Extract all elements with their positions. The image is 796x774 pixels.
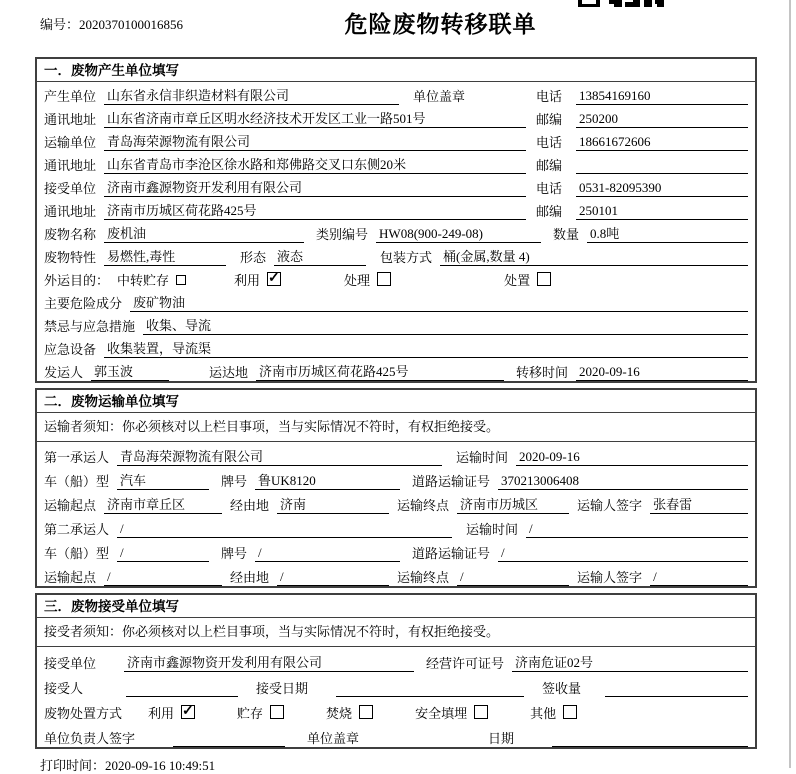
checkbox-use: [267, 272, 281, 286]
waste-props-value: 易燃性,毒性: [104, 248, 226, 266]
disposal-option-use: [148, 705, 195, 722]
row-carrier2: [37, 514, 755, 538]
plate-label: 牌号: [221, 546, 248, 561]
page-title: 危险废物转移联单: [344, 12, 537, 37]
address-value: 济南市历城区荷花路425号: [104, 202, 526, 220]
phone-value: 18661672606: [576, 133, 748, 151]
row-equipment: [37, 335, 755, 358]
equipment-value: 收集装置，导流渠: [104, 340, 748, 358]
accept-person-value: [126, 696, 238, 697]
carrier-sign-value: 张春雷: [650, 496, 748, 514]
accept-date-label: 接受日期: [256, 681, 309, 696]
checkbox-storage: [176, 275, 186, 285]
row-shipper: [37, 358, 755, 381]
row-waste-name: [37, 220, 755, 243]
qr-code-fragment: [578, 0, 664, 8]
carrier2-label: 第二承运人: [44, 522, 110, 537]
address-label: 通讯地址: [44, 158, 97, 173]
row-producer-address: [37, 105, 755, 128]
route-start-value: /: [104, 568, 222, 586]
date-value: [552, 746, 748, 747]
form-value: 液态: [274, 248, 366, 266]
route-via-label: 经由地: [230, 570, 270, 585]
category-value: HW08(900-249-08): [376, 225, 541, 243]
checkbox-landfill: [474, 705, 488, 719]
disposal-option-landfill: [415, 705, 488, 722]
road-permit-value: 370213006408: [498, 472, 748, 490]
phone-value: 13854169160: [576, 87, 748, 105]
print-time-label: 打印时间：: [40, 758, 106, 773]
disposal-option-other: [530, 705, 577, 722]
section-receiver: [35, 593, 757, 749]
producer-seal-label: 单位盖章: [413, 89, 466, 104]
hazard-value: 废矿物油: [130, 294, 748, 312]
phone-label: 电话: [536, 89, 563, 104]
section-producer: [35, 57, 757, 383]
vehicle-type-value: 汽车: [117, 472, 209, 490]
address-value: 山东省济南市章丘区明水经济技术开发区工业一路501号: [104, 110, 526, 128]
row-vehicle2: [37, 538, 755, 562]
address-label: 通讯地址: [44, 112, 97, 127]
phone-label: 电话: [536, 181, 563, 196]
checkbox-store: [270, 705, 284, 719]
doc-number-label: 编号：: [40, 17, 80, 32]
signed-qty-value: [605, 696, 748, 697]
destination-label: 运达地: [209, 365, 249, 380]
row-receiver-address: [37, 197, 755, 220]
print-time-value: 2020-09-16 10:49:51: [105, 758, 216, 773]
checkbox-other: [563, 705, 577, 719]
waste-name-value: 废机油: [104, 225, 304, 243]
vehicle-type-value: /: [117, 544, 209, 562]
row-receiver: [37, 174, 755, 197]
address-label: 通讯地址: [44, 204, 97, 219]
row-measures: [37, 312, 755, 335]
route-start-label: 运输起点: [44, 570, 97, 585]
transporter-value: 青岛海荣源物流有限公司: [104, 133, 526, 151]
route-end-value: 济南市历城区: [457, 496, 569, 514]
receiver-notice: 接受者须知：你必须核对以上栏目事项，当与实际情况不符时，有权拒绝接受。: [37, 618, 755, 647]
signed-qty-label: 签收量: [542, 681, 582, 696]
receiver-label: 接受单位: [44, 181, 97, 196]
plate-value: /: [255, 544, 400, 562]
phone-value: 0531-82095390: [576, 179, 748, 197]
option-label: 利用: [234, 273, 261, 288]
option-label: 焚烧: [326, 706, 353, 721]
responsible-sign-value: [173, 746, 285, 747]
option-label: 安全填埋: [415, 706, 468, 721]
zip-label: 邮编: [536, 204, 563, 219]
option-label: 处理: [344, 273, 371, 288]
disposal-label: 废物处置方式: [44, 706, 123, 721]
transporter-zip: [536, 157, 748, 174]
producer-label: 产生单位: [44, 89, 97, 104]
form-label: 形态: [240, 250, 267, 265]
checkbox-treat: [377, 272, 391, 286]
phone-label: 电话: [536, 135, 563, 150]
row-producer: [37, 82, 755, 105]
zip-value: 250200: [576, 110, 748, 128]
accept-unit-value: 济南市鑫源物资开发利用有限公司: [124, 654, 414, 672]
route-start-label: 运输起点: [44, 498, 97, 513]
road-permit-value: /: [498, 544, 748, 562]
zip-value: [576, 173, 748, 174]
carrier2-value: /: [117, 520, 452, 538]
producer-phone: [536, 87, 748, 105]
row-accept-person: [37, 672, 755, 697]
measures-value: 收集、导流: [143, 317, 748, 335]
row-accept-unit: [37, 647, 755, 672]
transport-time-label: 运输时间: [456, 450, 509, 465]
road-permit-label: 道路运输证号: [412, 546, 491, 561]
accept-person-label: 接受人: [44, 681, 84, 696]
carrier1-label: 第一承运人: [44, 450, 110, 465]
transfer-time-value: 2020-09-16: [576, 363, 748, 381]
responsible-sign-label: 单位负责人签字: [44, 731, 136, 746]
section-receiver-header: 三．废物接受单位填写: [37, 595, 755, 618]
row-waste-props: [37, 243, 755, 266]
zip-label: 邮编: [536, 112, 563, 127]
row-transporter-address: [37, 151, 755, 174]
disposal-option-store: [237, 705, 284, 722]
route-end-label: 运输终点: [397, 570, 450, 585]
receiver-zip: [536, 202, 748, 220]
waste-props-label: 废物特性: [44, 250, 97, 265]
measures-label: 禁忌与应急措施: [44, 319, 136, 334]
print-time: [40, 755, 796, 774]
destination-value: 济南市历城区荷花路425号: [256, 363, 504, 381]
vehicle-type-label: 车（船）型: [44, 474, 110, 489]
route-end-label: 运输终点: [397, 498, 450, 513]
transporter-notice: 运输者须知：你必须核对以上栏目事项，当与实际情况不符时，有权拒绝接受。: [37, 413, 755, 442]
producer-value: 山东省永信非织造材料有限公司: [104, 87, 399, 105]
route-via-label: 经由地: [230, 498, 270, 513]
category-label: 类别编号: [316, 227, 369, 242]
zip-value: 250101: [576, 202, 748, 220]
packing-value: 桶(金属,数量 4): [440, 248, 748, 266]
vehicle-type-label: 车（船）型: [44, 546, 110, 561]
section-transporter: [35, 388, 757, 588]
row-route2: [37, 562, 755, 586]
option-label: 中转贮存: [117, 273, 170, 288]
unit-seal-label: 单位盖章: [307, 731, 360, 746]
road-permit-label: 道路运输证号: [412, 474, 491, 489]
row-vehicle1: [37, 466, 755, 490]
page-edge-line: [789, 0, 791, 768]
transporter-phone: [536, 133, 748, 151]
document-header: [0, 0, 796, 57]
purpose-option-treat: [344, 272, 391, 289]
license-label: 经营许可证号: [426, 656, 505, 671]
purpose-label: 外运目的：: [44, 273, 110, 288]
purpose-option-use: [234, 272, 281, 289]
plate-label: 牌号: [221, 474, 248, 489]
hazard-label: 主要危险成分: [44, 296, 123, 311]
row-transfer-purpose: [37, 266, 755, 289]
transport-time-label: 运输时间: [466, 522, 519, 537]
route-end-value: /: [457, 568, 569, 586]
carrier-sign-label: 运输人签字: [577, 498, 643, 513]
route-via-value: 济南: [277, 496, 389, 514]
waste-name-label: 废物名称: [44, 227, 97, 242]
carrier-sign-label: 运输人签字: [577, 570, 643, 585]
carrier-sign-value: /: [650, 568, 748, 586]
route-start-value: 济南市章丘区: [104, 496, 222, 514]
receiver-phone: [536, 179, 748, 197]
row-carrier1: [37, 442, 755, 466]
plate-value: 鲁UK8120: [255, 472, 400, 490]
row-hazard: [37, 289, 755, 312]
date-label: 日期: [487, 731, 514, 746]
disposal-option-burn: [326, 705, 373, 722]
checkbox-burn: [359, 705, 373, 719]
shipper-label: 发运人: [44, 365, 84, 380]
row-route1: [37, 490, 755, 514]
equipment-label: 应急设备: [44, 342, 97, 357]
accept-date-value: [336, 696, 524, 697]
row-disposal-method: [37, 697, 755, 722]
license-value: 济南危证02号: [512, 654, 748, 672]
quantity-label: 数量: [553, 227, 580, 242]
transporter-label: 运输单位: [44, 135, 97, 150]
section-producer-header: 一．废物产生单位填写: [37, 59, 755, 82]
receiver-value: 济南市鑫源物资开发利用有限公司: [104, 179, 526, 197]
transport-time-value: /: [526, 520, 748, 538]
option-label: 其他: [530, 706, 557, 721]
producer-zip: [536, 110, 748, 128]
carrier1-value: 青岛海荣源物流有限公司: [117, 448, 442, 466]
option-label: 贮存: [237, 706, 264, 721]
checkbox-dispose: [537, 272, 551, 286]
address-value: 山东省青岛市李沧区徐水路和郑佛路交叉口东侧20米: [104, 156, 526, 174]
purpose-option-dispose: [504, 272, 551, 289]
transport-time-value: 2020-09-16: [516, 448, 748, 466]
accept-unit-label: 接受单位: [44, 656, 97, 671]
row-transporter: [37, 128, 755, 151]
zip-label: 邮编: [536, 158, 563, 173]
section-transporter-header: 二．废物运输单位填写: [37, 390, 755, 413]
quantity-value: 0.8吨: [587, 225, 748, 243]
route-via-value: /: [277, 568, 389, 586]
shipper-value: 郭玉波: [91, 363, 169, 381]
checkbox-use: [181, 705, 195, 719]
option-label: 利用: [148, 706, 175, 721]
purpose-option-storage: [117, 272, 186, 289]
option-label: 处置: [504, 273, 531, 288]
transfer-time-label: 转移时间: [516, 365, 569, 380]
row-responsible-sign: [37, 722, 755, 747]
packing-label: 包装方式: [380, 250, 433, 265]
doc-number-value: 2020370100016856: [79, 17, 184, 32]
